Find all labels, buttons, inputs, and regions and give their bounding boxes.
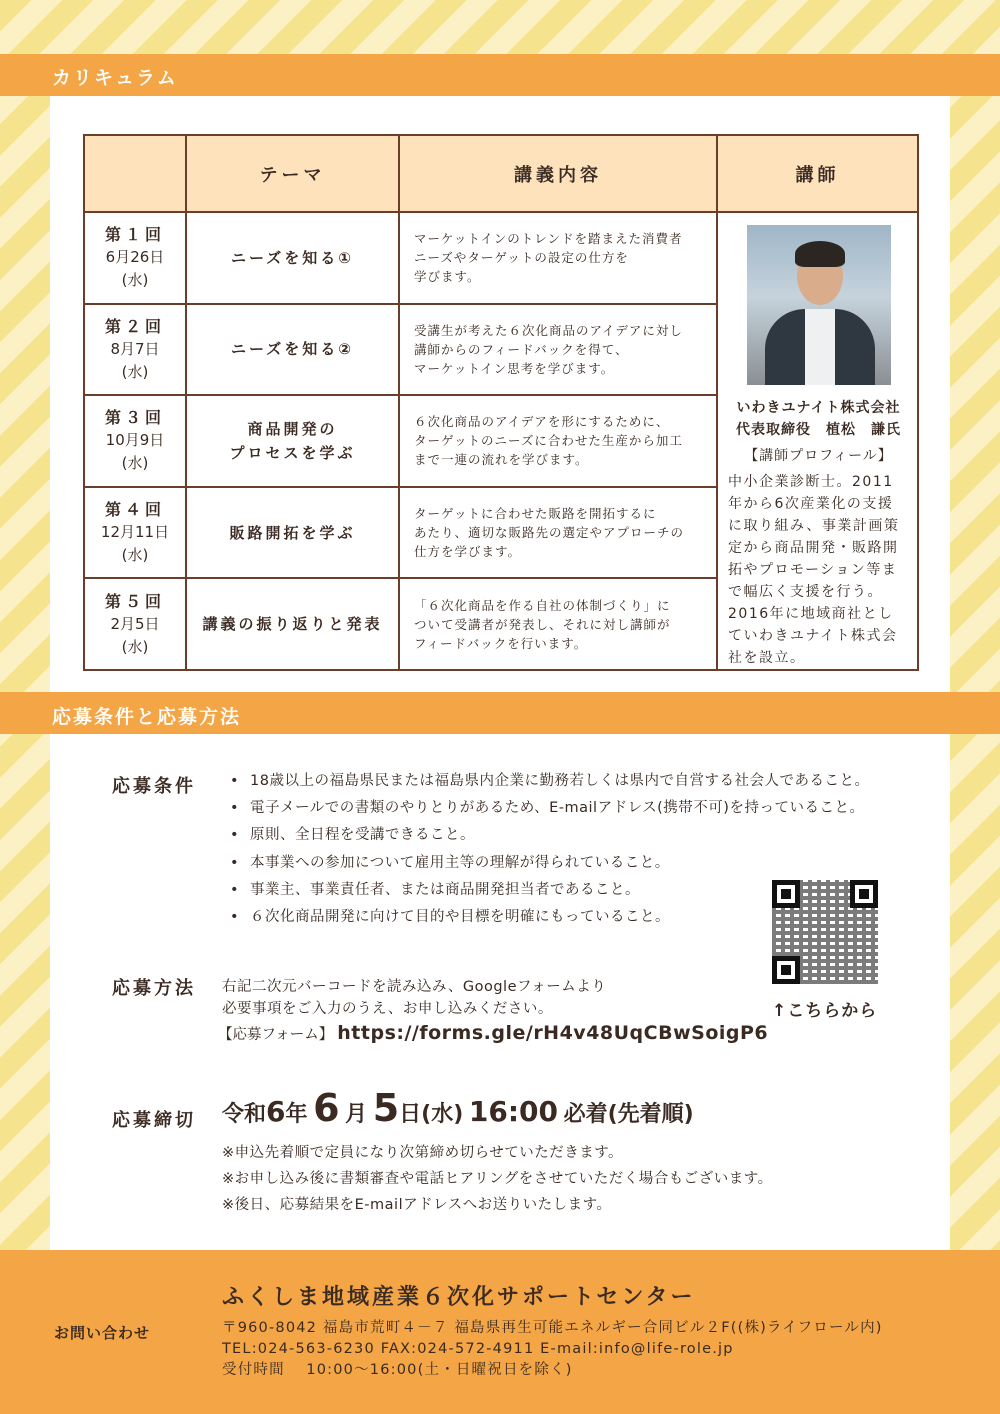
session-cell — [84, 487, 186, 579]
note-line: ※申込先着順で定員になり次第締め切らせていただきます。 — [222, 1145, 624, 1161]
deadline-day-unit: 日(水) — [399, 1102, 464, 1127]
content-line: あたり、適切な販路先の選定やアプローチの — [414, 525, 685, 541]
header-lecturer: 講師 — [717, 135, 918, 212]
deadline-suffix: 必着(先着順) — [563, 1102, 694, 1127]
bio-line: 定から商品開発・販路開 — [728, 540, 899, 556]
curriculum-section-header — [0, 54, 1000, 96]
list-item: • 事業主、事業責任者、または商品開発担当者であること。 — [230, 877, 869, 904]
session-content — [399, 487, 717, 579]
deadline-notes — [222, 1140, 773, 1218]
deadline-label: 応募締切 — [112, 1110, 196, 1131]
application-section-title: 応募条件と応募方法 — [52, 706, 242, 728]
contact-address: 〒960-8042 福島市荒町４－７ 福島県再生可能エネルギー合同ビル２F((株)ライフロール内) — [222, 1320, 883, 1336]
bio-line: 拓やプロモーション等ま — [728, 562, 898, 578]
deadline-month-unit: 月 — [345, 1102, 368, 1127]
session-date: 10月9日 — [105, 431, 165, 450]
session-theme: 講義の振り返りと発表 — [186, 578, 399, 670]
note-line: ※お申し込み後に書類審査や電話ヒアリングをさせていただく場合もございます。 — [222, 1171, 773, 1187]
deadline-time: 16:00 — [468, 1095, 559, 1128]
content-line: マーケットインのトレンドを踏まえた消費者 — [414, 231, 683, 247]
content-line: ターゲットのニーズに合わせた生産から加工 — [414, 433, 683, 449]
curriculum-table — [83, 134, 919, 671]
header-session — [84, 135, 186, 212]
session-number: 第２回 — [104, 316, 165, 336]
lecturer-bio — [728, 471, 909, 669]
method-line: 右記二次元バーコードを読み込み、Googleフォームより — [222, 979, 607, 995]
session-day: (水) — [121, 546, 149, 565]
lecturer-profile-title: 【講師プロフィール】 — [744, 448, 893, 464]
session-number: 第４回 — [104, 500, 165, 520]
session-date: 8月7日 — [110, 339, 160, 358]
header-theme: テーマ — [186, 135, 399, 212]
session-content — [399, 212, 717, 304]
session-theme: ニーズを知る① — [186, 212, 399, 304]
table-row — [84, 212, 918, 304]
content-line: フィードバックを行います。 — [414, 635, 588, 651]
list-item: • 本事業への参加について雇用主等の理解が得られていること。 — [230, 850, 869, 877]
method-line: 必要事項をご入力のうえ、お申し込みください。 — [222, 1001, 553, 1017]
list-item: • 18歳以上の福島県民または福島県内企業に勤務若しくは県内で自営する社会人であること。 — [230, 768, 869, 795]
deadline-value — [222, 1086, 694, 1130]
contact-label: お問い合わせ — [54, 1324, 151, 1342]
bio-line: 2016年に地域商社とし — [728, 606, 894, 622]
bio-line: で幅広く支援を行う。 — [728, 584, 883, 600]
bio-line: に取り組み、事業計画策 — [728, 518, 900, 534]
session-number: 第５回 — [104, 591, 165, 611]
deadline-year: 6 — [266, 1095, 286, 1128]
method-label: 応募方法 — [112, 978, 196, 999]
contact-organization: ふくしま地域産業６次化サポートセンター — [222, 1285, 696, 1310]
content-line: 学びます。 — [414, 269, 481, 285]
form-line — [218, 1022, 768, 1044]
session-day: (水) — [121, 637, 149, 656]
content-line: マーケットイン思考を学びます。 — [414, 360, 615, 376]
session-date: 6月26日 — [105, 248, 165, 267]
content-line: ついて受講者が発表し、それに対し講師が — [414, 616, 671, 632]
session-content — [399, 578, 717, 670]
lecturer-cell — [717, 212, 918, 670]
session-content — [399, 304, 717, 396]
session-theme: 販路開拓を学ぶ — [186, 487, 399, 579]
header-content: 講義内容 — [399, 135, 717, 212]
contact-footer — [0, 1250, 1000, 1414]
table-header-row — [84, 135, 918, 212]
form-label: 【応募フォーム】 — [218, 1027, 334, 1043]
deadline-era: 令和 — [222, 1102, 267, 1127]
contact-details — [222, 1318, 883, 1381]
lecturer-role: 代表取締役 植松 謙氏 — [736, 422, 901, 438]
session-content — [399, 395, 717, 487]
form-url-link[interactable]: https://forms.gle/rH4v48UqCBwSoigP6 — [337, 1022, 769, 1044]
deadline-day: 5 — [372, 1086, 400, 1130]
content-line: ６次化商品のアイデアを形にするために、 — [414, 414, 670, 430]
application-section-header — [0, 692, 1000, 734]
session-cell — [84, 304, 186, 396]
lecturer-company: いわきユナイト株式会社 — [736, 400, 901, 416]
qr-caption: ↑こちらから — [772, 1001, 878, 1021]
session-cell — [84, 395, 186, 487]
method-text — [222, 976, 606, 1020]
bio-line: ていわきユナイト株式会 — [728, 628, 898, 644]
lecturer-photo — [747, 225, 891, 385]
list-item: • 原則、全日程を受講できること。 — [230, 822, 869, 849]
deadline-year-unit: 年 — [285, 1102, 308, 1127]
conditions-label: 応募条件 — [112, 776, 196, 797]
contact-hours: 受付時間 10:00～16:00(土・日曜祝日を除く) — [222, 1362, 573, 1378]
contact-tel-email[interactable]: TEL:024-563-6230 FAX:024-572-4911 E-mail:info@life-role.jp — [222, 1341, 734, 1357]
content-line: ニーズやターゲットの設定の仕方を — [414, 250, 629, 266]
content-line: 「６次化商品を作る自社の体制づくり」に — [414, 597, 671, 613]
session-date: 2月5日 — [110, 614, 160, 633]
content-line: 仕方を学びます。 — [414, 544, 522, 560]
session-cell — [84, 212, 186, 304]
curriculum-section-title: カリキュラム — [52, 67, 178, 89]
deadline-month: 6 — [313, 1086, 340, 1130]
session-theme — [186, 395, 399, 487]
content-line: 講師からのフィードバックを得て、 — [414, 341, 629, 357]
session-number: 第１回 — [104, 225, 165, 245]
bio-line: 中小企業診断士。2011 — [728, 474, 894, 490]
list-item: • ６次化商品開発に向けて目的や目標を明確にもっていること。 — [230, 904, 869, 931]
session-day: (水) — [121, 271, 149, 290]
session-day: (水) — [121, 454, 149, 473]
note-line: ※後日、応募結果をE-mailアドレスへお送りいたします。 — [222, 1197, 612, 1213]
bio-line: 社を設立。 — [728, 650, 806, 666]
session-cell — [84, 578, 186, 670]
qr-code[interactable] — [772, 880, 878, 984]
bio-line: 年から6次産業化の支援 — [728, 496, 894, 512]
list-item: • 電子メールでの書類のやりとりがあるため、E-mailアドレス(携帯不可)を持っていること。 — [230, 795, 869, 822]
content-line: まで一連の流れを学びます。 — [414, 452, 589, 468]
session-day: (水) — [121, 362, 149, 381]
session-number: 第３回 — [104, 408, 165, 428]
session-theme: ニーズを知る② — [186, 304, 399, 396]
theme-line: プロセスを学ぶ — [229, 443, 356, 462]
session-date: 12月11日 — [100, 523, 170, 542]
content-line: 受講生が考えた６次化商品のアイデアに対し — [414, 322, 683, 338]
content-line: ターゲットに合わせた販路を開拓するに — [414, 506, 657, 522]
theme-line: 商品開発の — [247, 419, 338, 438]
